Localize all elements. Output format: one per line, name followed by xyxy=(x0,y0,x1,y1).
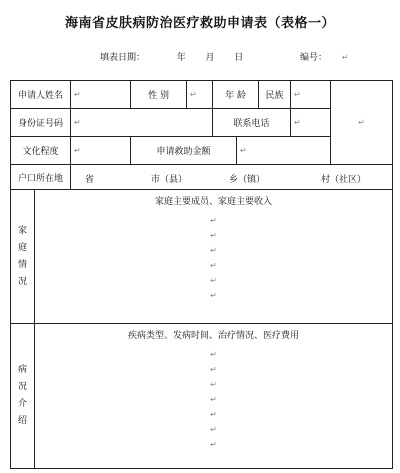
form-title: 海南省皮肤病防治医疗救助申请表（表格一） xyxy=(64,16,335,31)
form-number xyxy=(300,50,349,63)
family-heading: 家庭主要成员、家庭主要收入 xyxy=(155,197,273,207)
row-basic-info xyxy=(11,81,393,109)
family-content[interactable] xyxy=(35,190,393,324)
year-label: 年 xyxy=(176,53,186,63)
name-label: 申请人姓名 xyxy=(11,81,71,109)
township-label: 乡（镇） xyxy=(229,175,266,185)
ethnicity-label: 民族 xyxy=(259,81,291,109)
paragraph-mark-icon: ↵ xyxy=(341,53,349,62)
education-label: 文化程度 xyxy=(11,137,71,165)
day-label: 日 xyxy=(234,53,244,63)
paragraph-marks: ↵ ↵ ↵ ↵ ↵ ↵ xyxy=(210,216,217,300)
age-label: 年 龄 xyxy=(213,81,259,109)
illness-label: 病 况 介 绍 xyxy=(11,324,35,469)
residence-field[interactable] xyxy=(71,165,393,190)
id-number-label: 身份证号码 xyxy=(11,109,71,137)
illness-heading: 疾病类型、发病时间、治疗情况、医疗费用 xyxy=(128,331,300,341)
illness-content[interactable] xyxy=(35,324,393,469)
row-illness xyxy=(11,324,393,469)
phone-field[interactable]: ↵ xyxy=(291,109,331,137)
residence-label: 户口所在地 xyxy=(11,165,71,190)
id-number-field[interactable]: ↵ xyxy=(71,109,213,137)
ethnicity-field[interactable]: ↵ xyxy=(291,81,331,109)
photo-box[interactable]: ↵ xyxy=(331,81,393,165)
village-label: 村（社区） xyxy=(321,175,367,185)
fill-date-label: 填表日期： xyxy=(100,53,146,63)
phone-label: 联系电话 xyxy=(213,109,291,137)
education-field[interactable]: ↵ xyxy=(71,137,131,165)
row-family xyxy=(11,190,393,324)
aid-amount-label: 申请救助金额 xyxy=(131,137,237,165)
paragraph-marks: ↵ ↵ ↵ ↵ ↵ ↵ ↵ xyxy=(210,350,217,449)
aid-amount-field[interactable]: ↵ xyxy=(237,137,331,165)
row-residence xyxy=(11,165,393,190)
name-field[interactable]: ↵ xyxy=(71,81,131,109)
family-label: 家 庭 情 况 xyxy=(11,190,35,324)
gender-label: 性 别 xyxy=(131,81,187,109)
month-label: 月 xyxy=(205,53,215,63)
number-label: 编号： xyxy=(300,53,328,63)
application-table xyxy=(10,80,393,469)
city-label: 市（县） xyxy=(151,175,188,185)
fill-date xyxy=(100,50,243,63)
province-label: 省 xyxy=(85,175,95,185)
gender-field[interactable]: ↵ xyxy=(187,81,213,109)
